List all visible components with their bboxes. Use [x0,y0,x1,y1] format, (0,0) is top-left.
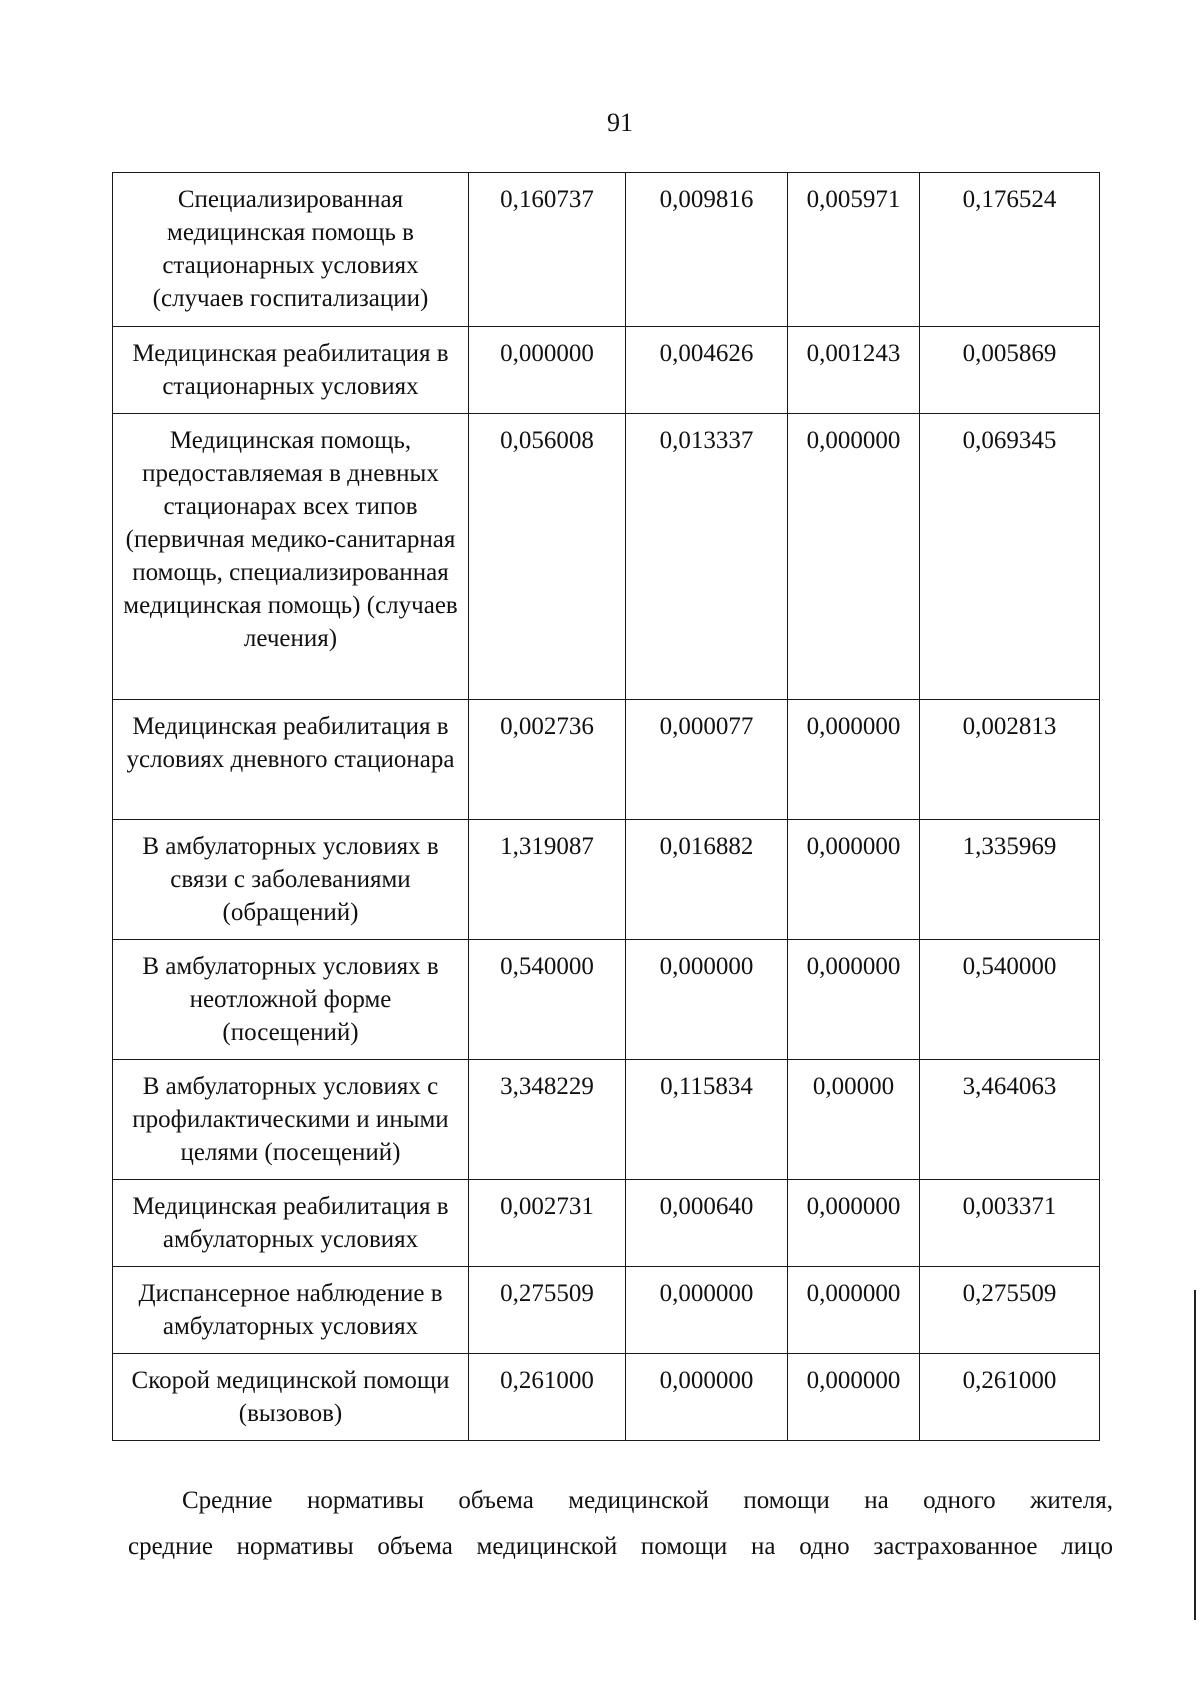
table-container [112,172,1100,1441]
paragraph-line: Средние нормативы объема медицинской помощи на одного жителя, [182,1487,1113,1514]
value-cell: 3,464063 [920,1060,1100,1180]
row-label: Диспансерное наблюдение в амбулаторных условиях [113,1267,469,1354]
table-row [113,940,1100,1060]
value-cell: 0,261000 [469,1354,626,1441]
table-row [113,327,1100,414]
value-cell: 0,160737 [469,173,626,327]
value-cell: 0,000000 [626,1267,788,1354]
value-cell: 1,335969 [920,820,1100,940]
value-cell: 0,056008 [469,414,626,700]
table-row [113,173,1100,327]
data-table [112,172,1100,1441]
value-cell: 0,004626 [626,327,788,414]
value-cell: 0,005971 [788,173,920,327]
value-cell: 1,319087 [469,820,626,940]
table-row [113,1060,1100,1180]
value-cell: 0,000000 [788,1180,920,1267]
value-cell: 0,002813 [920,700,1100,820]
table-row [113,700,1100,820]
value-cell: 0,069345 [920,414,1100,700]
table-row [113,1180,1100,1267]
row-label: В амбулаторных условиях с профилактическими и иными целями (посещений) [113,1060,469,1180]
value-cell: 0,016882 [626,820,788,940]
row-label: Специализированная медицинская помощь в стационарных условиях (случаев госпитализации) [113,173,469,327]
value-cell: 0,003371 [920,1180,1100,1267]
value-cell: 0,540000 [469,940,626,1060]
value-cell: 0,115834 [626,1060,788,1180]
page-number: 91 [607,108,633,137]
value-cell: 0,005869 [920,327,1100,414]
value-cell: 0,001243 [788,327,920,414]
body-paragraph [128,1478,1113,1570]
value-cell: 0,00000 [788,1060,920,1180]
scan-edge-line [1194,1290,1196,1620]
value-cell: 0,000000 [788,700,920,820]
row-label: В амбулаторных условиях в связи с заболеваниями (обращений) [113,820,469,940]
value-cell: 0,002736 [469,700,626,820]
value-cell: 0,000640 [626,1180,788,1267]
value-cell: 0,013337 [626,414,788,700]
table-row [113,1267,1100,1354]
value-cell: 0,002731 [469,1180,626,1267]
row-label: В амбулаторных условиях в неотложной форме (посещений) [113,940,469,1060]
value-cell: 0,540000 [920,940,1100,1060]
value-cell: 0,000000 [626,940,788,1060]
row-label: Медицинская реабилитация в условиях дневного стационара [113,700,469,820]
value-cell: 0,275509 [920,1267,1100,1354]
table-row [113,820,1100,940]
paragraph-line: средние нормативы объема медицинской помощи на одно застрахованное лицо [128,1533,1113,1560]
value-cell: 0,275509 [469,1267,626,1354]
value-cell: 0,261000 [920,1354,1100,1441]
value-cell: 0,000000 [788,940,920,1060]
value-cell: 0,009816 [626,173,788,327]
value-cell: 0,000000 [788,1354,920,1441]
row-label: Скорой медицинской помощи (вызовов) [113,1354,469,1441]
row-label: Медицинская реабилитация в амбулаторных условиях [113,1180,469,1267]
row-label: Медицинская реабилитация в стационарных условиях [113,327,469,414]
value-cell: 0,000077 [626,700,788,820]
value-cell: 0,000000 [788,1267,920,1354]
table-row [113,414,1100,700]
row-label: Медицинская помощь, предоставляемая в дневных стационарах всех типов (первичная медико-санитарная помощь, специализированная медицинская помощь) (случаев лечения) [113,414,469,700]
value-cell: 0,176524 [920,173,1100,327]
value-cell: 0,000000 [626,1354,788,1441]
value-cell: 3,348229 [469,1060,626,1180]
value-cell: 0,000000 [469,327,626,414]
value-cell: 0,000000 [788,414,920,700]
table-row [113,1354,1100,1441]
value-cell: 0,000000 [788,820,920,940]
